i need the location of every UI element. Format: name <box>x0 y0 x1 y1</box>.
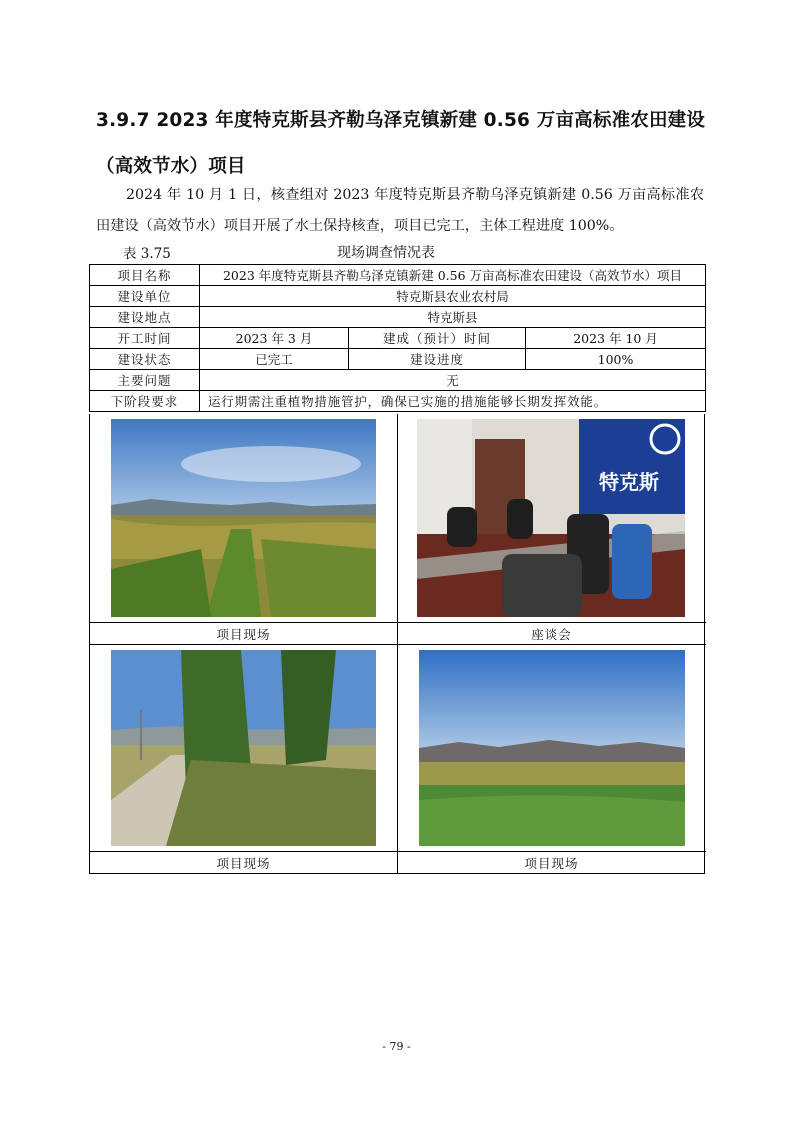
page-number: - 79 - <box>382 1040 411 1053</box>
photo-grid <box>89 414 705 874</box>
next-stage-label: 下阶段要求 <box>90 391 200 412</box>
project-site-photo-2 <box>111 650 376 846</box>
photo-1-caption: 项目现场 <box>216 627 271 642</box>
section-heading: 3.9.7 2023 年度特克斯县齐勒乌泽克镇新建 0.56 万亩高标准农田建设（高效节水）项目 <box>96 110 706 177</box>
project-name-label: 项目名称 <box>90 265 200 286</box>
status-value: 已完工 <box>200 349 349 370</box>
issues-label: 主要问题 <box>90 370 200 391</box>
meeting-room-sign: 特克斯 <box>599 470 659 494</box>
location-value: 特克斯县 <box>200 307 706 328</box>
project-site-photo-1 <box>111 419 376 617</box>
start-value: 2023 年 3 月 <box>200 328 349 349</box>
table-row <box>90 349 706 370</box>
progress-label: 建设进度 <box>349 349 526 370</box>
builder-label: 建设单位 <box>90 286 200 307</box>
table-number: 表 3.75 <box>123 246 171 262</box>
survey-info-table <box>89 264 706 412</box>
table-row <box>90 265 706 286</box>
status-label: 建设状态 <box>90 349 200 370</box>
photo-4-caption: 项目现场 <box>524 856 579 871</box>
issues-value: 无 <box>200 370 706 391</box>
start-label: 开工时间 <box>90 328 200 349</box>
photo-3-caption: 项目现场 <box>216 856 271 871</box>
progress-value: 100% <box>526 349 706 370</box>
project-site-photo-3 <box>419 650 685 846</box>
table-row <box>90 370 706 391</box>
body-paragraph: 2024 年 10 月 1 日，核查组对 2023 年度特克斯县齐勒乌泽克镇新建 0.56 万亩高标准农田建设（高效节水）项目开展了水土保持核查，项目已完工，主体工程进度 100%。 <box>96 187 704 234</box>
table-row <box>90 286 706 307</box>
table-row <box>90 307 706 328</box>
project-name-value: 2023 年度特克斯县齐勒乌泽克镇新建 0.56 万亩高标准农田建设（高效节水）项目 <box>200 265 706 286</box>
finish-value: 2023 年 10 月 <box>526 328 706 349</box>
finish-label: 建成（预计）时间 <box>349 328 526 349</box>
table-row <box>90 328 706 349</box>
table-row <box>90 391 706 412</box>
table-title: 现场调查情况表 <box>337 245 435 261</box>
builder-value: 特克斯县农业农村局 <box>200 286 706 307</box>
meeting-photo <box>417 419 685 617</box>
next-stage-value: 运行期需注重植物措施管护，确保已实施的措施能够长期发挥效能。 <box>200 391 706 412</box>
photo-2-caption: 座谈会 <box>531 627 572 642</box>
location-label: 建设地点 <box>90 307 200 328</box>
